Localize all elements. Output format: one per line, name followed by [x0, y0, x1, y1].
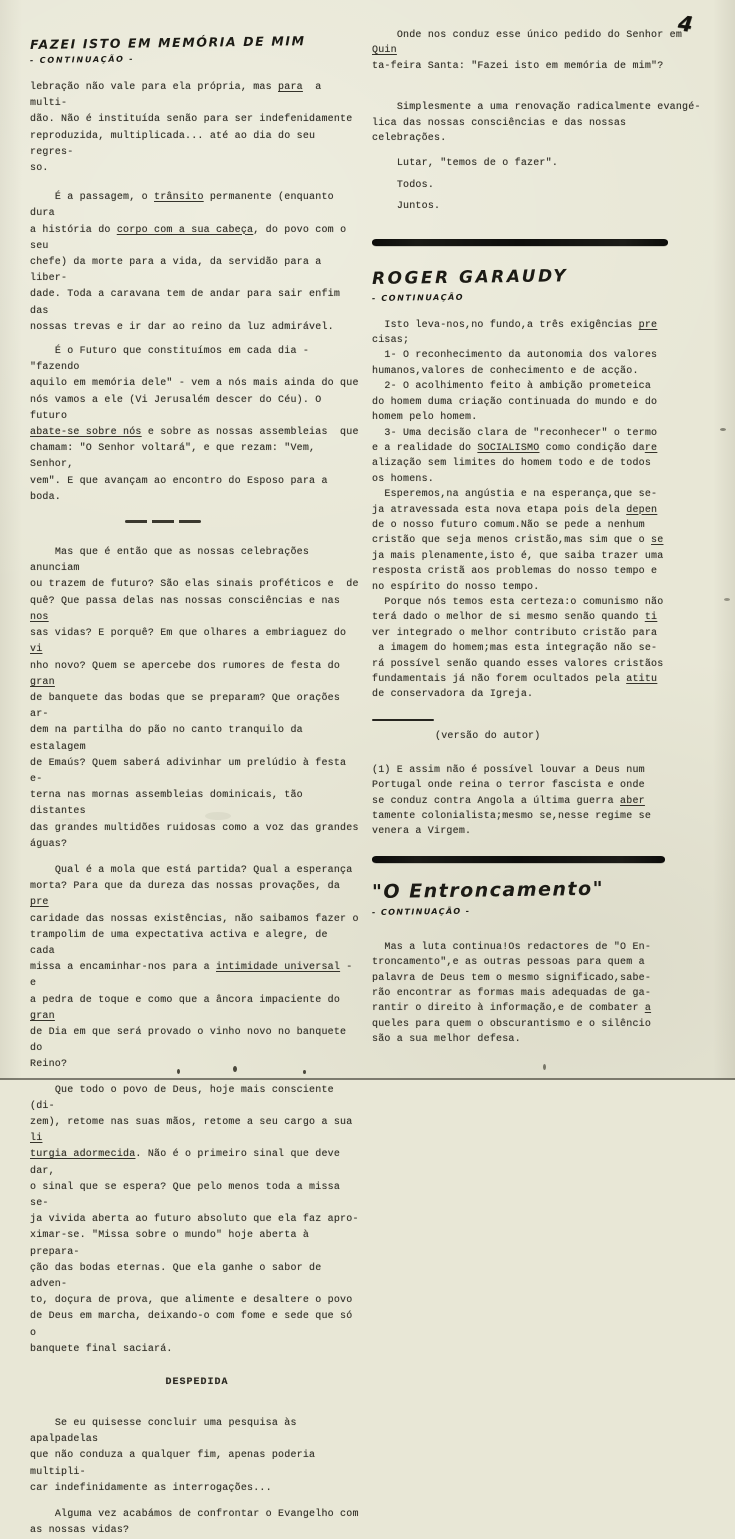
paragraph: Se eu quisesse concluir uma pesquisa às apalpadelas que não conduza a qualquer fim, apenas poderia multipli- car indefinidamente as interrogações... [30, 1418, 322, 1494]
paragraph: Mas que é então que as nossas celebrações anunciam ou trazem de futuro? São elas sinais proféticos e de quê? Que passa delas nas nossas consciências e nas nos sas vidas? E porquê? Em que olhares a embriaguez do vi nho novo? Quem se apercebe dos rumores de festa do gran de banquete das bodas que se preparam? Que orações ar- dem na partilha do pão no canto tranquilo da estalagem de Emaús? Quem saberá adivinhar um prelúdio à festa e- terna nas mornas assembleias dominicais, tão distantes das grandes multidões ruidosas como a voz das grandes águas? [30, 547, 359, 850]
right-column [372, 22, 702, 1048]
paragraph: Que todo o povo de Deus, hoje mais consciente (di- zem), retome nas suas mãos, retome a seu cargo a sua li turgia adormecida. Não é o primeiro sinal que deve dar, o sinal que se espera? Que pelo menos toda a missa se- ja vivida aberta ao futuro absoluto que ela faz apro- ximar-se. "Missa sobre o mundo" hoje aberta à prepara- ção das bodas eternas. Que ela ganhe o sabor de adven- to, doçura de prova, que alimente e desaltere o povo de Deus em marcha, deixando-o com fome e sede que só o banquete final saciará. [30, 1084, 359, 1355]
ink-speck [720, 428, 726, 431]
paragraph: Simplesmente a uma renovação radicalmente evangé- lica das nossas consciências e das nossas celebrações. [372, 102, 701, 145]
dashed-divider [125, 520, 201, 523]
pencil-smudge [205, 812, 231, 820]
ink-speck [233, 1066, 237, 1072]
garaudy-section-title: ROGER GARAUDY [371, 265, 569, 289]
paragraph: lebração não vale para ela própria, mas para a multi- dão. Não é instituída senão para ser indefenidamente reproduzida, multiplicada... até ao dia do seu regres- so. [30, 82, 353, 175]
footnote: (1) E assim não é possível louvar a Deus num Portugal onde reina o terror fascista e onde se conduz contra Angola a última guerra aber tamente colonialista;mesmo se,nesse regime se venera a Virgem. [372, 764, 652, 838]
section-divider-bar [372, 239, 668, 246]
pencil-smudge [60, 818, 78, 824]
ink-speck [177, 1069, 180, 1074]
left-section-title: FAZEI ISTO EM MEMÓRIA DE MIM [29, 33, 306, 52]
left-section-subtitle: - CONTINUAÇÃO - [29, 54, 135, 65]
paragraph: Todos. [372, 179, 435, 191]
ink-speck [303, 1070, 306, 1074]
ink-speck [724, 598, 730, 601]
garaudy-section-subtitle: - CONTINUAÇÃO [371, 292, 465, 303]
left-column [30, 30, 364, 1539]
paragraph: Qual é a mola que está partida? Qual a esperança morta? Para que da dureza das nossas provações, da pre caridade das nossas existências, não saibamos fazer o trampolim de uma expectativa activa e alegre, de cada missa a encaminhar-nos para a intimidade universal - e a pedra de toque e como que a âncora impaciente do gran de Dia em que será provado o vinho novo no banquete do Reino? [30, 864, 359, 1071]
garaudy-body: Isto leva-nos,no fundo,a três exigências pre cisas; 1- O reconhecimento da autonomia dos valores humanos,valores de conhecimento e de acção. 2- O acolhimento feito à ambição prometeica do homem duma criação continuada do mundo e do homem pelo homem. 3- Uma decisão clara de "reconhecer" o termo e a realidade do SOCIALISMO como condição dare alização sem limites do homem todo e de todos os homens. Esperemos,na angústia e na esperança,que se- ja atravessada esta nova etapa pois dela depen de o nosso futuro comum.Não se pede a nenhum cristão que seja menos cristão,mas sim que o se ja mais plenamente,isto é, que saiba trazer uma resposta cristã aos problemas do nosso tempo e no espírito do nosso tempo. Porque nós temos esta certeza:o comunismo não terá dado o melhor de si mesmo senão quando ti ver integrado o melhor contributo cristão para a imagem do homem;mas esta integração não se- rá possível senão quando esses valores cristãos fundamentais já não forem ocultados pela atitu de conservadora da Igreja. [372, 319, 664, 701]
paragraph: Lutar, "temos de o fazer". [372, 158, 559, 170]
paragraph: Alguma vez acabámos de confrontar o Evangelho com as nossas vidas? [30, 1509, 359, 1537]
source-note: (versão do autor) [435, 731, 541, 743]
entroncamento-body: Mas a luta continua!Os redactores de "O En- troncamento",e as outras pessoas para quem a palavra de Deus tem o mesmo significado,sabe- rão encontrar as formas mais adequadas de ga- rantir o direito à informação,e de combater a queles para quem o obscurantismo e o silêncio são a sua melhor defesa. [372, 941, 652, 1046]
entroncamento-section-title: "O Entroncamento" [371, 877, 605, 903]
paragraph: É a passagem, o trânsito permanente (enquanto dura a história do corpo com a sua cabeça, do povo com o seu chefe) da morte para a vida, da servidão para a liber- dade. Toda a caravana tem de andar para sair enfim das nossas trevas e ir dar ao reino da luz admirável. [30, 192, 353, 333]
paragraph: Onde nos conduz esse único pedido do Senhor em Quin ta-feira Santa: "Fazei isto em memória de mim"? [372, 30, 689, 72]
footnote-rule [372, 719, 434, 722]
paragraph: É o Futuro que constituímos em cada dia - "fazendo aquilo em memória dele" - vem a nós mais ainda do que nós vamos a ele (Vi Jerusalém descer do Céu). O futuro abate-se sobre nós e sobre as nossas assembleias que chamam: "O Senhor voltará", e que rezam: "Vem, Senhor, vem". E que avançam ao encontro do Esposo para a boda. [30, 346, 359, 503]
handwritten-page-number: 4 [676, 11, 695, 37]
paragraph: Juntos. [372, 201, 441, 213]
ink-speck [543, 1064, 546, 1070]
entroncamento-section-subtitle: - CONTINUAÇÃO - [371, 906, 471, 917]
section-divider-bar [372, 856, 665, 863]
despedida-heading: DESPEDIDA [165, 1377, 229, 1389]
